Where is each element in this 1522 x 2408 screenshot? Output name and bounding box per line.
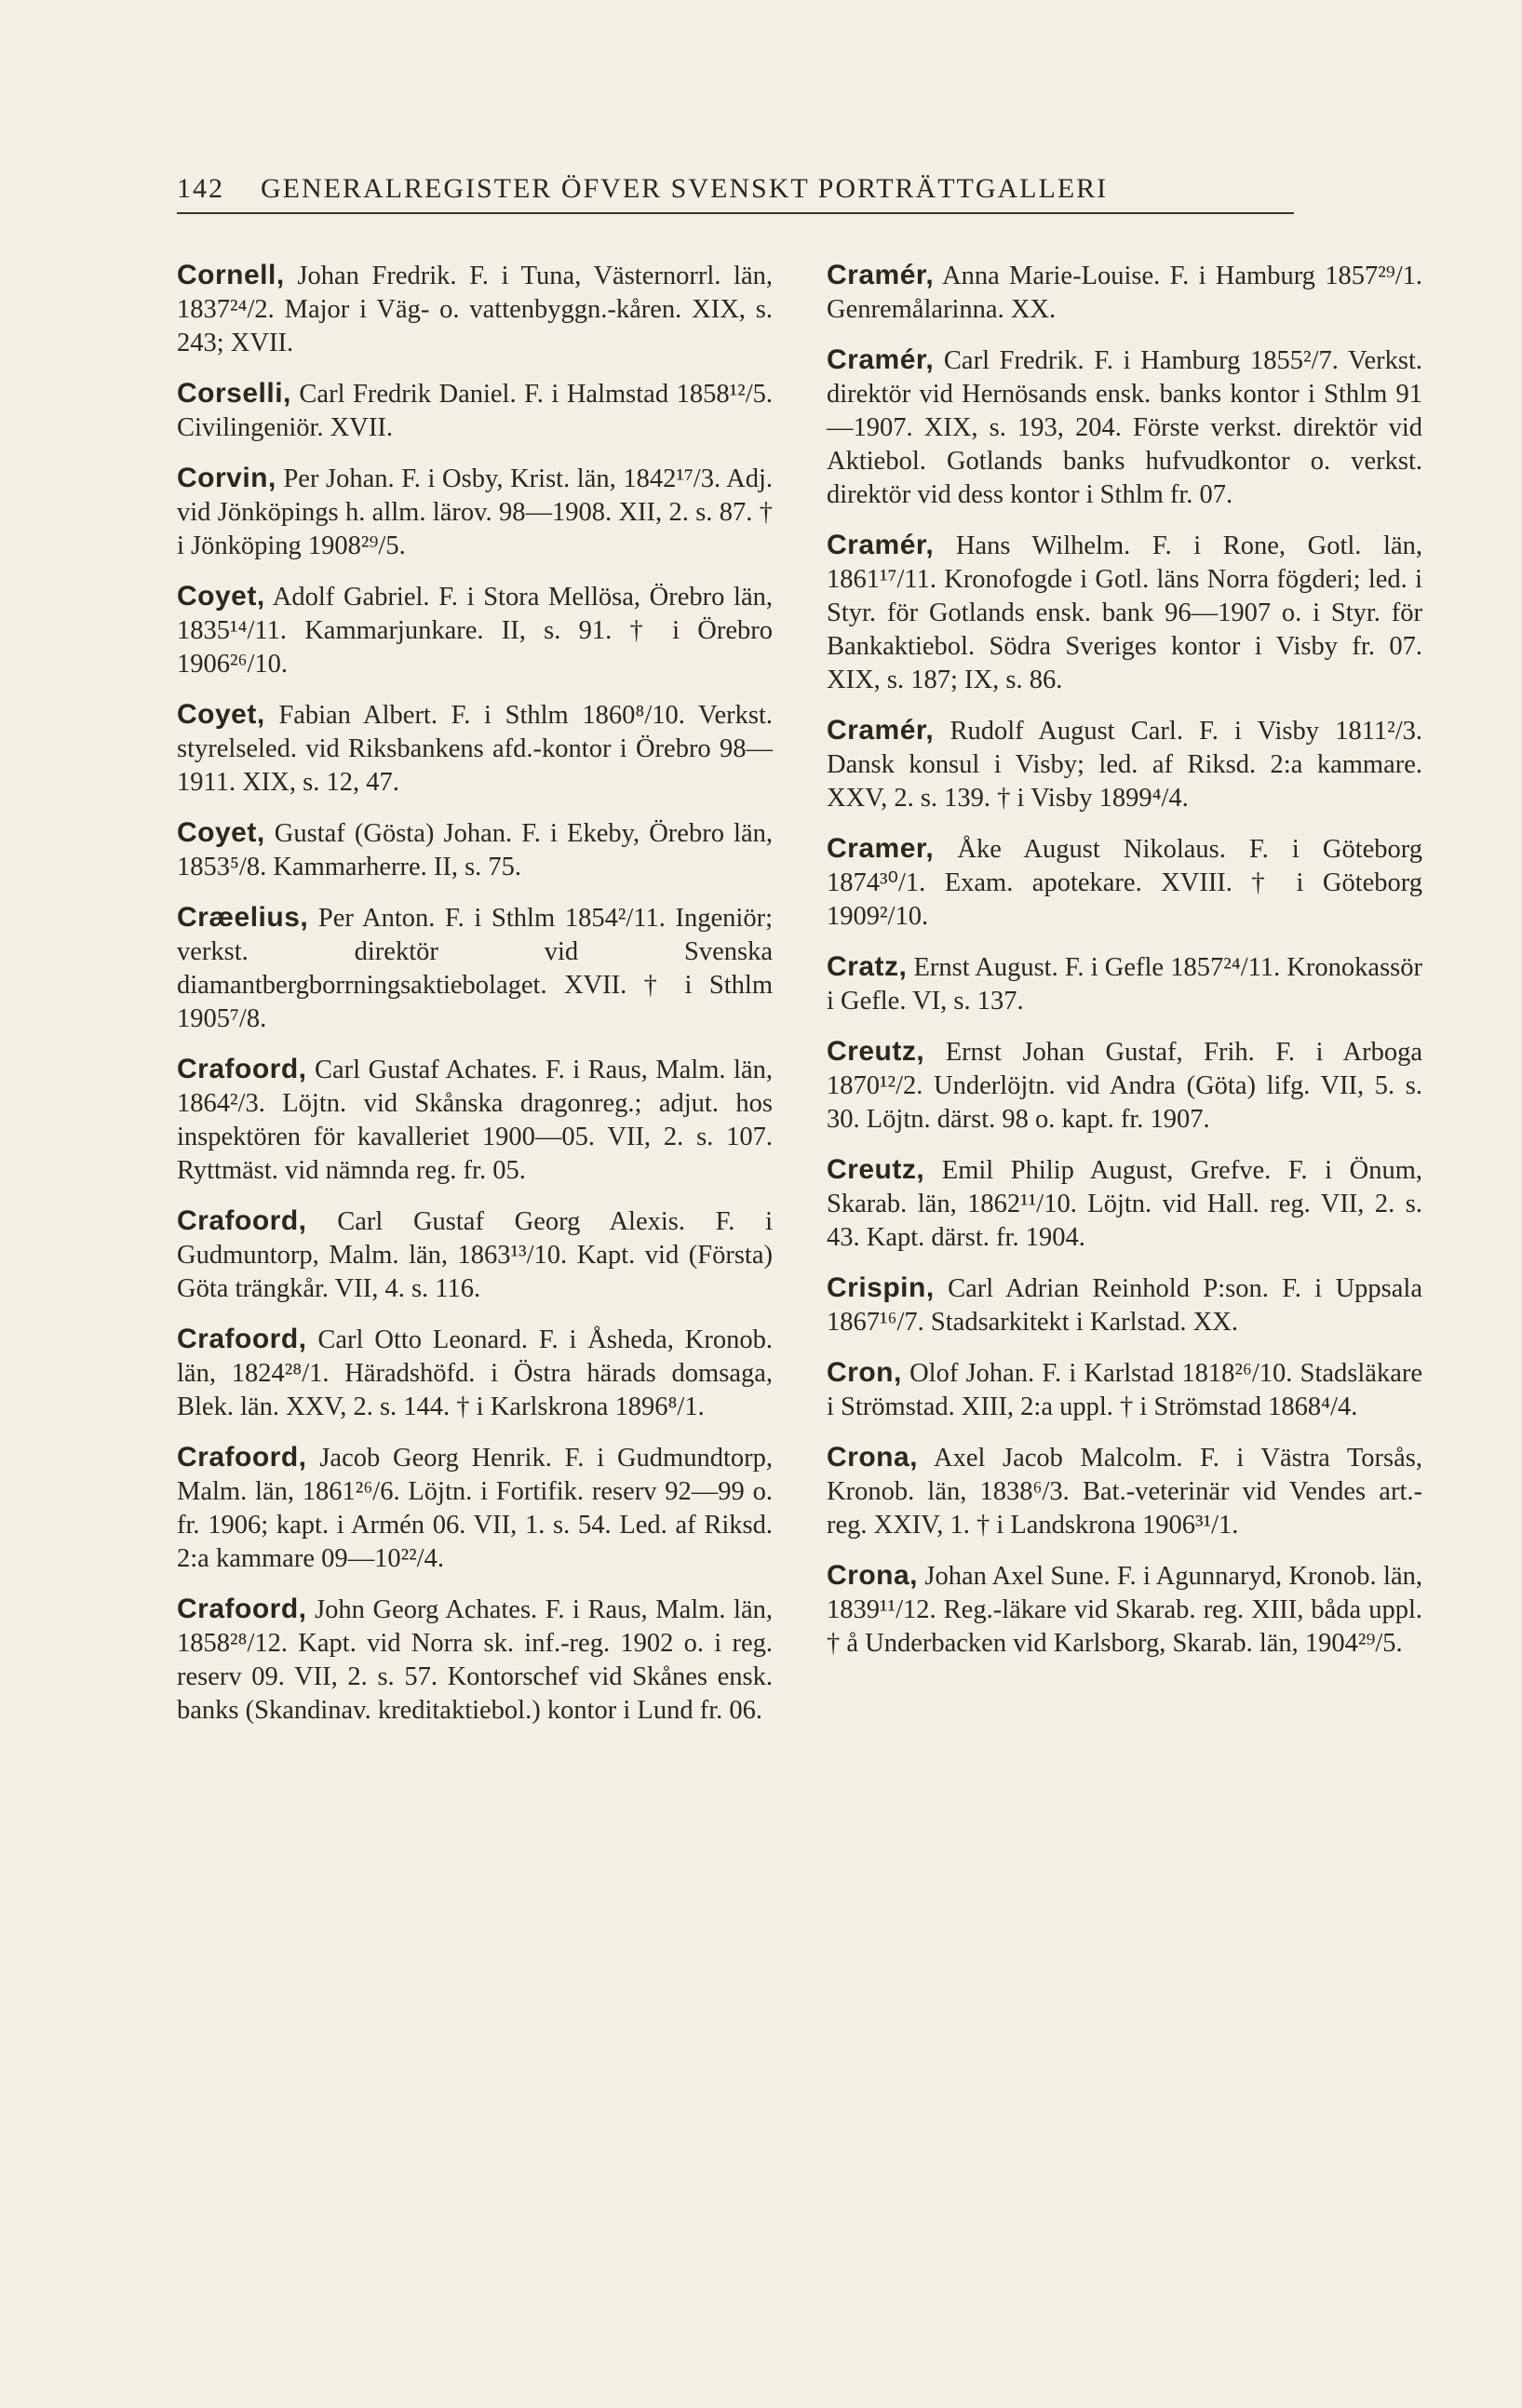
register-entry <box>827 1559 1422 1661</box>
register-entry <box>177 580 773 681</box>
left-column <box>177 259 773 1744</box>
register-entry <box>177 1204 773 1306</box>
entry-name: Cramér, <box>827 260 935 290</box>
entry-text: Ernst Johan Gustaf, Frih. F. i Arboga 1870¹²/2. Underlöjtn. vid Andra (Göta) lifg. VII, 5. s. 30. Löjtn. därst. 98 o. kapt. fr. 1907. <box>827 1038 1422 1134</box>
entry-text: Carl Gustaf Georg Alexis. F. i Gudmuntorp, Malm. län, 1863¹³/10. Kapt. vid (Första) Göta trängkår. VII, 4. s. 116. <box>177 1207 773 1303</box>
entry-name: Coyet, <box>177 581 265 612</box>
entry-name: Corvin, <box>177 463 276 493</box>
right-column <box>827 259 1422 1677</box>
page-number: 142 <box>177 173 224 204</box>
entry-name: Cramér, <box>827 715 935 746</box>
entry-text: Åke August Nikolaus. F. i Göteborg 1874³⁰/1. Exam. apotekare. XVIII. † i Göteborg 1909²/10. <box>827 835 1422 931</box>
register-entry <box>177 901 773 1036</box>
entry-name: Crafoord, <box>177 1594 307 1624</box>
entry-text: Carl Adrian Reinhold P:son. F. i Uppsala 1867¹⁶/7. Stadsarkitekt i Karlstad. XX. <box>827 1274 1422 1337</box>
entry-name: Creutz, <box>827 1036 925 1067</box>
entry-text: Olof Johan. F. i Karlstad 1818²⁶/10. Stadsläkare i Strömstad. XIII, 2:a uppl. † i Strömstad 1868⁴/4. <box>827 1359 1422 1421</box>
register-entry <box>827 1271 1422 1339</box>
entry-text: Carl Gustaf Achates. F. i Raus, Malm. län, 1864²/3. Löjtn. vid Skånska dragonreg.; adjut. hos inspektören för kavalleriet 1900—05. VII, 2. s. 107. Ryttmäst. vid nämnda reg. fr. 05. <box>177 1056 773 1185</box>
entry-name: Creutz, <box>827 1154 925 1185</box>
entry-text: Adolf Gabriel. F. i Stora Mellösa, Örebro län, 1835¹⁴/11. Kammarjunkare. II, s. 91. † i Örebro 1906²⁶/10. <box>177 583 773 679</box>
entry-text: Fabian Albert. F. i Sthlm 1860⁸/10. Verkst. styrelseled. vid Riksbankens afd.-kontor i Örebro 98—1911. XIX, s. 12, 47. <box>177 701 773 797</box>
entry-name: Cramér, <box>827 344 935 375</box>
register-entry <box>827 1441 1422 1542</box>
register-entry <box>827 832 1422 934</box>
entry-text: Rudolf August Carl. F. i Visby 1811²/3. Dansk konsul i Visby; led. af Riksd. 2:a kammare. XXV, 2. s. 139. † i Visby 1899⁴/4. <box>827 717 1422 813</box>
entry-text: Carl Fredrik. F. i Hamburg 1855²/7. Verkst. direktör vid Hernösands ensk. banks kontor i Sthlm 91—1907. XIX, s. 193, 204. Förste verkst. direktör vid Aktiebol. Gotlands banks hufvudkontor o. verkst. direktör vid dess kontor i Sthlm fr. 07. <box>827 346 1422 509</box>
entry-name: Cornell, <box>177 260 285 290</box>
entry-text: Per Anton. F. i Sthlm 1854²/11. Ingeniör; verkst. direktör vid Svenska diamantbergborrningsaktiebolaget. XVII. † i Sthlm 1905⁷/8. <box>177 904 773 1033</box>
entry-name: Coyet, <box>177 817 265 848</box>
entry-name: Coyet, <box>177 699 265 730</box>
entry-text: Gustaf (Gösta) Johan. F. i Ekeby, Örebro län, 1853⁵/8. Kammarherre. II, s. 75. <box>177 819 773 881</box>
entry-name: Crafoord, <box>177 1324 307 1354</box>
page-header <box>177 173 1294 214</box>
register-entry <box>827 259 1422 327</box>
entry-name: Crona, <box>827 1442 919 1473</box>
entry-name: Cron, <box>827 1357 902 1388</box>
register-entry <box>177 259 773 360</box>
entry-name: Cramer, <box>827 833 935 864</box>
entry-name: Cramér, <box>827 530 935 560</box>
entry-text: Emil Philip August, Grefve. F. i Önum, Skarab. län, 1862¹¹/10. Löjtn. vid Hall. reg. VII, 2. s. 43. Kapt. därst. fr. 1904. <box>827 1156 1422 1252</box>
entry-text: Anna Marie-Louise. F. i Hamburg 1857²⁹/1. Genremålarinna. XX. <box>827 262 1422 324</box>
register-entry <box>177 1323 773 1424</box>
register-entry <box>177 1053 773 1188</box>
entry-text: Johan Fredrik. F. i Tuna, Västernorrl. län, 1837²⁴/2. Major i Väg- o. vattenbyggn.-kåren. XIX, s. 243; XVII. <box>177 262 773 357</box>
entry-name: Corselli, <box>177 378 291 409</box>
entry-name: Cræelius, <box>177 902 309 933</box>
register-entry <box>827 1153 1422 1255</box>
entry-name: Crafoord, <box>177 1442 307 1473</box>
running-title: GENERALREGISTER ÖFVER SVENSKT PORTRÄTTGALLERI <box>261 173 1109 204</box>
register-entry <box>827 343 1422 512</box>
entry-text: Jacob Georg Henrik. F. i Gudmundtorp, Malm. län, 1861²⁶/6. Löjtn. i Fortifik. reserv 92—99 o. fr. 1906; kapt. i Armén 06. VII, 1. s. 54. Led. af Riksd. 2:a kammare 09—10²²/4. <box>177 1444 773 1573</box>
entry-name: Crafoord, <box>177 1054 307 1084</box>
register-entry <box>177 698 773 800</box>
register-entry <box>827 1035 1422 1137</box>
entry-text: John Georg Achates. F. i Raus, Malm. län, 1858²⁸/12. Kapt. vid Norra sk. inf.-reg. 1902 o. i reg. reserv 09. VII, 2. s. 57. Kontorschef vid Skånes ensk. banks (Skandinav. kreditaktiebol.) kontor i Lund fr. 06. <box>177 1595 773 1725</box>
entry-text: Carl Fredrik Daniel. F. i Halmstad 1858¹²/5. Civilingeniör. XVII. <box>177 380 773 442</box>
entry-text: Ernst August. F. i Gefle 1857²⁴/11. Kronokassör i Gefle. VI, s. 137. <box>827 953 1422 1016</box>
register-entry <box>827 529 1422 697</box>
register-entry <box>827 950 1422 1018</box>
register-entry <box>177 816 773 884</box>
register-entry <box>177 1441 773 1576</box>
register-entry <box>827 1356 1422 1424</box>
register-entry <box>177 462 773 563</box>
entry-text: Johan Axel Sune. F. i Agunnaryd, Kronob. län, 1839¹¹/12. Reg.-läkare vid Skarab. reg. XIII, båda uppl. † å Underbacken vid Karlsborg, Skarab. län, 1904²⁹/5. <box>827 1562 1422 1658</box>
register-entry <box>177 1593 773 1728</box>
entry-text: Axel Jacob Malcolm. F. i Västra Torsås, Kronob. län, 1838⁶/3. Bat.-veterinär vid Vendes art.-reg. XXIV, 1. † i Landskrona 1906³¹/1. <box>827 1444 1422 1540</box>
entry-text: Per Johan. F. i Osby, Krist. län, 1842¹⁷/3. Adj. vid Jönköpings h. allm. lärov. 98—1908. XII, 2. s. 87. † i Jönköping 1908²⁹/5. <box>177 464 773 560</box>
entry-text: Hans Wilhelm. F. i Rone, Gotl. län, 1861¹⁷/11. Kronofogde i Gotl. läns Norra fögderi; led. i Styr. för Gotlands ensk. bank 96—1907 o. i Styr. för Bankaktiebol. Södra Sveriges kontor i Visby fr. 07. XIX, s. 187; IX, s. 86. <box>827 531 1422 694</box>
register-entry <box>177 377 773 445</box>
entry-name: Cratz, <box>827 951 908 982</box>
entry-name: Crafoord, <box>177 1205 307 1236</box>
register-entry <box>827 714 1422 815</box>
entry-name: Crispin, <box>827 1272 935 1303</box>
entry-text: Carl Otto Leonard. F. i Åsheda, Kronob. län, 1824²⁸/1. Häradshöfd. i Östra härads domsaga, Blek. län. XXV, 2. s. 144. † i Karlskrona 1896⁸/1. <box>177 1325 773 1421</box>
entry-name: Crona, <box>827 1560 919 1591</box>
